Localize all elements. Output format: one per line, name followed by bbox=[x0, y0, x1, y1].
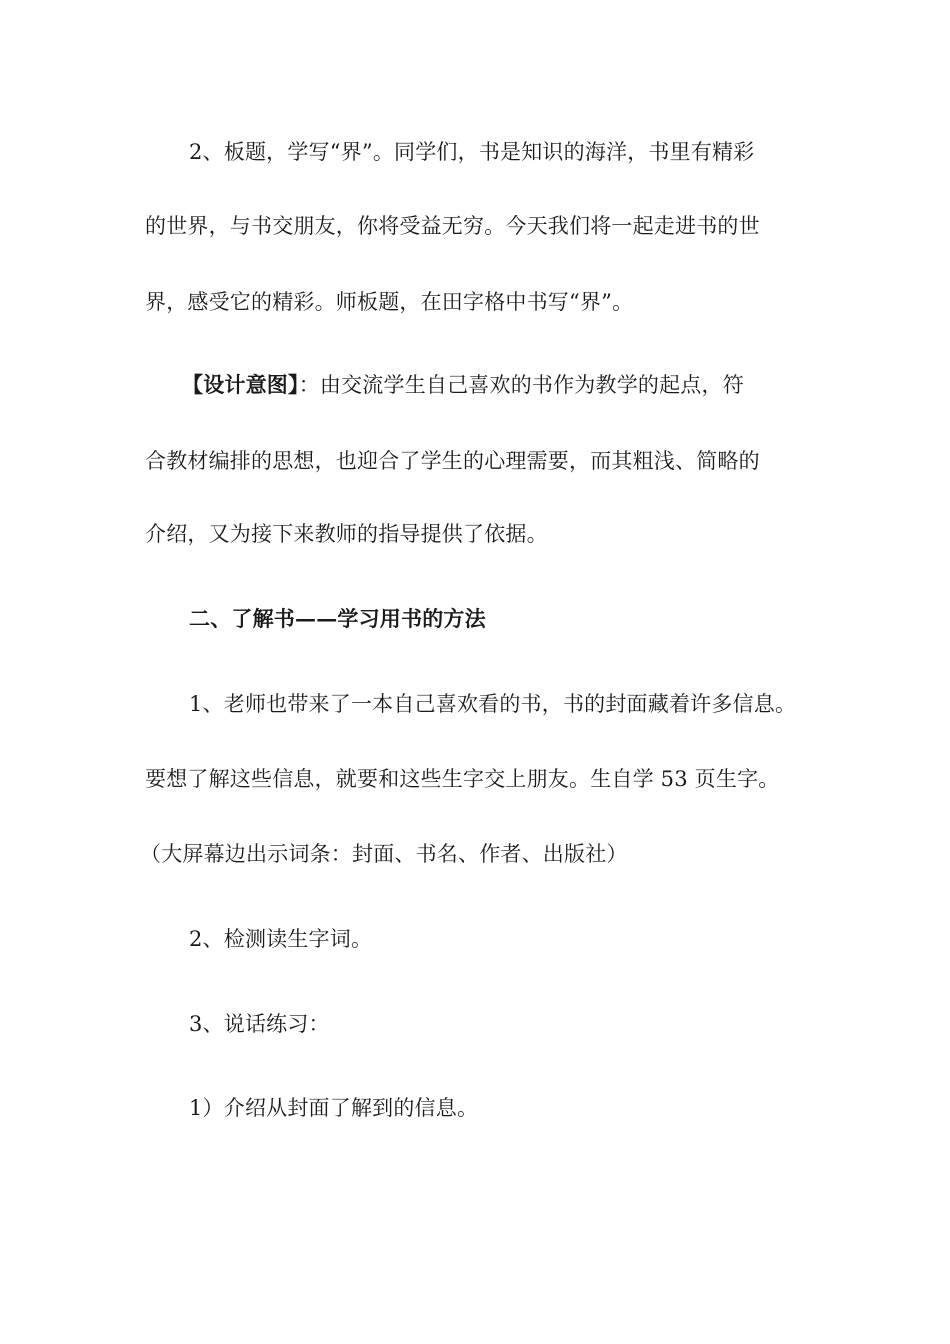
paragraph-3-line-2: 要想了解这些信息，就要和这些生字交上朋友。生自学 53 页生字。 bbox=[145, 767, 780, 791]
design-intent-text: ：由交流学生自己喜欢的书作为教学的起点，符 bbox=[298, 373, 744, 397]
section-heading: 二、了解书——学习用书的方法 bbox=[189, 606, 486, 631]
paragraph-1-line-1: 2、板题，学写“界”。同学们，书是知识的海洋，书里有精彩 bbox=[189, 140, 755, 164]
paragraph-1-line-3: 界，感受它的精彩。师板题，在田字格中书写“界”。 bbox=[145, 290, 634, 314]
design-intent-line-3: 介绍，又为接下来教师的指导提供了依据。 bbox=[145, 522, 548, 546]
paragraph-5: 3、说话练习： bbox=[189, 1012, 330, 1036]
design-intent-line-1 bbox=[182, 370, 744, 400]
paragraph-4: 2、检测读生字词。 bbox=[189, 927, 373, 951]
paragraph-3-line-1: 1、老师也带来了一本自己喜欢看的书，书的封面藏着许多信息。 bbox=[189, 692, 797, 716]
paragraph-1-line-2: 的世界，与书交朋友，你将受益无穷。今天我们将一起走进书的世 bbox=[145, 214, 760, 238]
design-intent-line-2: 合教材编排的思想，也迎合了学生的心理需要，而其粗浅、简略的 bbox=[145, 449, 760, 473]
paragraph-3-line-3: （大屏幕边出示词条：封面、书名、作者、出版社） bbox=[140, 842, 628, 866]
design-intent-label: 【设计意图】 bbox=[182, 372, 299, 397]
paragraph-6: 1）介绍从封面了解到的信息。 bbox=[189, 1096, 479, 1120]
